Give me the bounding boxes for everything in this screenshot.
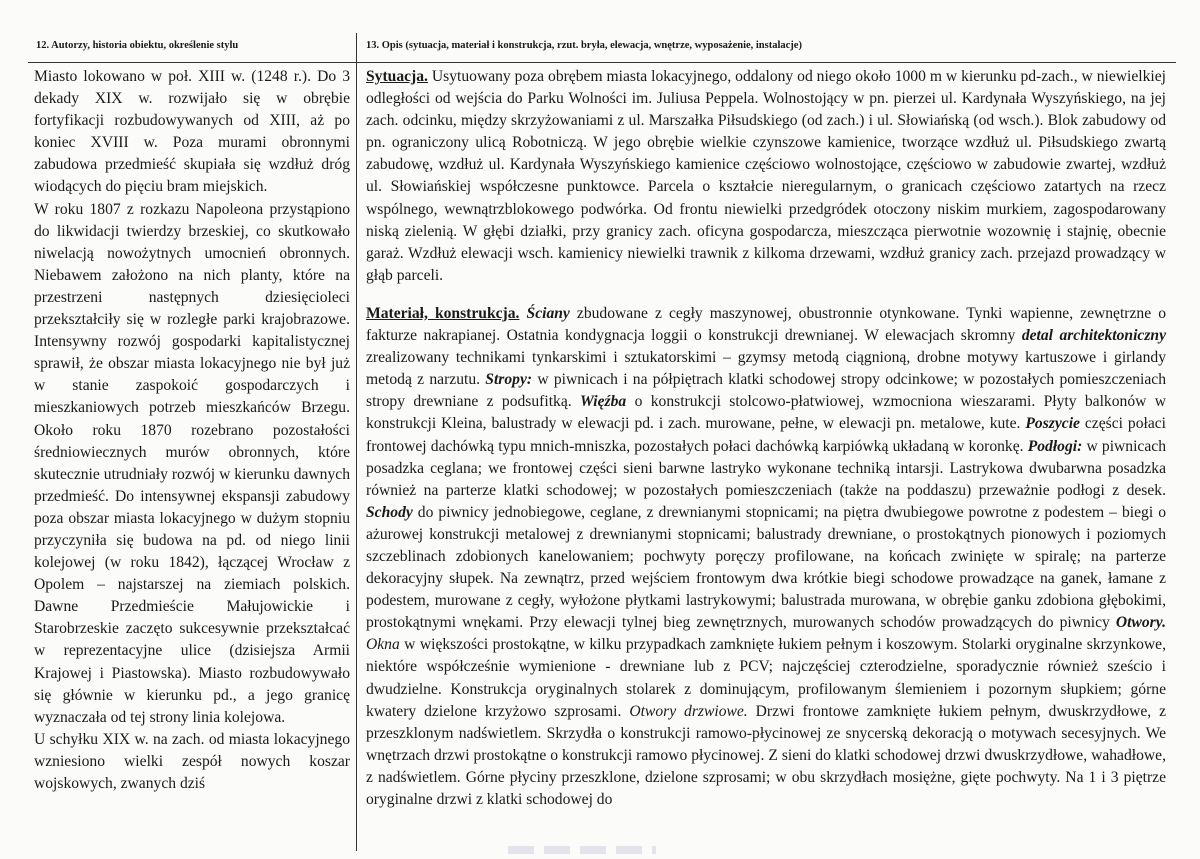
history-paragraph-2: W roku 1807 z rozkazu Napoleona przystąpiono do likwidacji twierdzy brzeskiej, co skutkowało niwelacją nowożytnych umocnień obronnych. Niebawem założono na nich planty, które na przestrzeni następnych dziesięcioleci przekształciły się w rozległe parki krajobrazowe. Intensywny rozwój gospodarki kapitalistycznej sprawił, że obszar miasta lokacyjnego nie był już w stanie zaspokoić gospodarczych i mieszkaniowych potrzeb mieszkańców Brzegu. Około roku 1870 rozebrano pozostałości średniowiecznych murów obronnych, które skutecznie utrudniały rozwój w kierunku dawnych przedmieść. Do intensywnej ekspansji zabudowy poza obszar miasta lokacyjnego w dużym stopniu przyczyniła się budowa na pd. od niego linii kolejowej (w roku 1842), łączącej Wrocław z Opolem – najstarszej na ziemiach polskich. Dawne Przedmieście Małujowickie i Starobrzeskie zaczęto sukcesywnie przekształcać w reprezentacyjne ulice (dzisiejsza Armii Krajowej i Piastowska). Miasto rozbudowywało się głównie w kierunku pd., a jego granicę wyznaczała od tej strony linia kolejowa.	[34, 200, 350, 726]
history-paragraph-3: U schyłku XIX w. na zach. od miasta lokacyjnego wzniesiono wielki zespół nowych koszar wojskowych, zwanych dziś	[34, 730, 350, 792]
material-heading: Materiał, konstrukcja.	[366, 304, 520, 322]
history-column	[34, 66, 350, 795]
column-divider	[356, 33, 357, 851]
material-paragraph	[366, 303, 1166, 811]
situation-heading: Sytuacja.	[366, 68, 428, 85]
material-text: Drzwi frontowe zamknięte łukiem pełnym, dwuskrzydłowe, z przeszklonym nadświetlem. Skrzydła o konstrukcji ramowo-płycinowej ze snycerską dekoracją o motywach secesyjnych. We wnętrzach drzwi prostokątne o konstrukcji ramowo płycinowej. Z sieni do klatki schodowej drzwi dwuskrzydłowe, wahadłowe, z nadświetlem. Górne płyciny przeszklone, dzielone szprosami; w obu skrzydłach mosiężne, gięte pochwyty. Na 1 i 3 piętrze oryginalne drzwi z klatki schodowej do	[366, 702, 1167, 808]
situation-text: Usytuowany poza obrębem miasta lokacyjnego, oddalony od niego około 1000 m w kierunku pd-zach., w niewielkiej odległości od wejścia do Parku Wolności im. Juliusa Peppela. Wolnostojący w pn. pierzei ul. Kardynała Wyszyńskiego, na jej zach. odcinku, między skrzyżowaniami z ul. Marszałka Piłsudskiego (od zach.) i ul. Słowiańską (od wsch.). Blok zabudowy od pn. ograniczony ulicą Robotniczą. W jego obrębie wielkie czynszowe kamienice, tworzące wzdłuż ul. Piłsudskiego zwartą zabudowę, wzdłuż ul. Kardynała Wyszyńskiego kamienice częściowo wolnostojące, częściowo w zabudowie zwartej, wzdłuż ul. Słowiańskiej współczesne punktowce. Parcela o kształcie nieregularnym, o granicach częściowo zatartych na rzecz wspólnego, wewnątrzblokowego podwórka. Od frontu niewielki przedgródek otoczony niskim murkiem, zagospodarowany niską zielenią. W głębi działki, przy granicy zach. oficyna gospodarcza, mieszcząca pierwotnie wozownię i stajnię, obecnie garaż. Wzdłuż elewacji wsch. kamienicy niewielki trawnik z kilkoma drzewami, wzdłuż granicy zach. przejazd prowadzący w głąb parceli.	[366, 68, 1166, 284]
history-paragraph-1: Miasto lokowano w poł. XIII w. (1248 r.). Do 3 dekady XIX w. rozwijało się w obrębie fortyfikacji rozbudowywanych od XIII, aż po koniec XVIII w. Poza murami obronnymi zabudowa przedmieść skupiała się wzdłuż dróg wiodących do pięciu bram miejskich.	[34, 68, 350, 196]
material-text: zbudowane z cegły maszynowej, obustronnie otynkowane. Tynki wapienne, zewnętrzne o fakturze nakrapianej. Ostatnia kondygnacja loggii o konstrukcji drewnianej. W elewacjach skromny	[366, 304, 1166, 345]
material-text: zrealizowany technikami tynkarskimi i sztukatorskimi – gzymsy metodą ciągnioną, drobne motywy kartuszowe i girlandy metodą z narzutu.	[366, 349, 1166, 389]
material-text: w piwnicach posadzka ceglana; we frontowej części sieni barwne lastryko wykonane techniką intarsji. Lastrykowa dwubarwna posadzka również na parterze klatki schodowej; w pozostałych pomieszczeniach (także na poddaszu) przeważnie podłogi z desek.	[366, 437, 1166, 499]
roof-truss-term: Więźba	[580, 393, 627, 411]
openings-term: Otwory.	[1115, 614, 1166, 632]
material-text: w piwnicach i na półpiętrach klatki schodowej stropy odcinkowe; w pozostałych pomieszczeniach stropy drewniane z podsufitką.	[366, 371, 1166, 411]
detail-term: detal architektoniczny	[1021, 327, 1167, 345]
windows-term: Okna	[366, 636, 400, 654]
material-text: części połaci frontowej dachówką typu mnich-mniszka, pozostałych połaci dachówką karpiówką układaną w koronkę.	[366, 415, 1167, 455]
floors-term: Podłogi:	[1027, 437, 1083, 455]
door-openings-term: Otwory drzwiowe.	[629, 702, 748, 720]
header-divider	[28, 62, 1176, 63]
material-text	[519, 305, 526, 322]
ceilings-term: Stropy:	[485, 371, 533, 389]
roofing-term: Poszycie	[1025, 415, 1080, 433]
description-column	[366, 66, 1166, 811]
situation-paragraph	[366, 66, 1166, 287]
material-text: o konstrukcji stolcowo-płatwiowej, wzmocniona wieszarami. Płyty balkonów w konstrukcji Kleina, balustrady w elewacji pd. i zach. murowane, pełne, w elewacji pn. metalowe, kute.	[366, 393, 1166, 433]
scan-artifact	[508, 846, 656, 854]
material-text: do piwnicy jednobiegowe, ceglane, z drewnianymi stopnicami; na piętra dwubiegowe powrotne z podestem – biegi o ażurowej konstrukcji metalowej z drewnianymi stopnicami; balustrady drewniane, o prostokątnych pionowych i poziomych szczeblinach zdobionych kanelowaniem; pochwyty poręczy profilowane, na końcach zwinięte w spiralę; na parterze dekoracyjny słupek. Na zewnątrz, przed wejściem frontowym dwa krótkie biegi schodowe prowadzące na ganek, łamane z podestem, murowane z cegły, wyłożone płytkami lastrykowymi; balustrada murowana, w obrębie ganku zdobiona głębokimi, prostokątnymi wnękami. Przy elewacji tylnej bieg zewnętrznych, murowanych schodów prowadzących do piwnicy	[366, 503, 1166, 632]
material-text: w większości prostokątne, w kilku przypadkach zamknięte łukiem pełnym i koszowym. Stolarki oryginalne skrzynkowe, niektóre współcześnie wymienione - drewniane lub z PCV; najczęściej czterodzielne, sporadycznie również sześcio i dwudzielne. Konstrukcja oryginalnych stolarek z dominującym, profilowanym ślemieniem i pozornym słupkiem; górne kwatery dzielone krzyżowo szprosami.	[366, 636, 1166, 720]
section-12-header: 12. Autorzy, historia obiektu, określenie stylu	[36, 40, 239, 51]
walls-term: Ściany	[526, 304, 570, 322]
section-13-header: 13. Opis (sytuacja, materiał i konstrukcja, rzut. bryła, elewacja, wnętrze, wyposażenie, instalacje)	[366, 40, 802, 51]
stairs-term: Schody	[366, 503, 413, 521]
